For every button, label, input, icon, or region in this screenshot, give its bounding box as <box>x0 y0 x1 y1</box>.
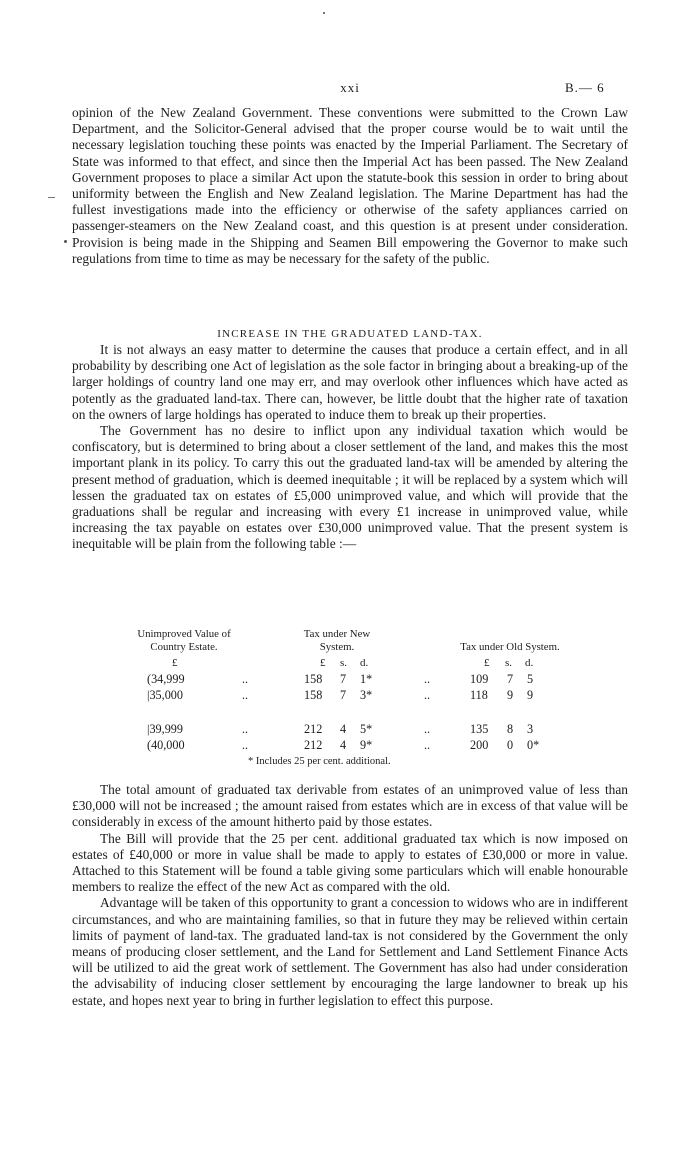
header-line: Tax under New <box>303 628 371 640</box>
old-pounds: 109 <box>470 672 489 686</box>
old-pence: 5 <box>527 672 534 686</box>
new-pounds: 212 <box>304 738 323 752</box>
paragraph: The Government has no desire to inflict upon any individual taxation which would be confiscatory, but is determined to bring about a closer settlement of the land, and makes this the most important plank in its policy. To carry this out the graduated land-tax will be amended by altering the present method of graduation, which is deemed inequitable ; it will be replaced by a system which will lessen the graduated tax on estates of £5,000 unimproved value, and which will provide that the graduations shall be regular and increasing with every £1 increase in unimproved value, while increasing the tax payable on estates over £30,000 unimproved value. That the present system is inequitable will be plain from the following table :— <box>72 423 628 552</box>
estate-value: 35,000 <box>149 688 183 702</box>
leader-dots: .. <box>242 722 249 736</box>
paragraph: It is not always an easy matter to determine the causes that produce a certain effect, and in all probability by describing one Act of legislation as the sole factor in bringing about a breaking-up of the larger holdings of country land one may err, and may overlook other influences which have acted as potently as the graduated land-tax. There can, however, be little doubt that the higher rate of taxation on the owners of large holdings has operated to induce them to break up their properties. <box>72 342 628 422</box>
leader-dots: .. <box>424 738 431 752</box>
new-pence: 5* <box>360 722 373 736</box>
new-shillings: 4 <box>340 738 347 752</box>
leader-dots: .. <box>242 688 249 702</box>
unit-pence: d. <box>360 657 369 669</box>
paragraph: The total amount of graduated tax derivable from estates of an unimproved value of less than £30,000 will not be increased ; the amount raised from estates which are in excess of that value will be considerably in excess of the amount hitherto paid by those estates. <box>72 782 628 830</box>
old-pounds: 135 <box>470 722 489 736</box>
scan-speck <box>323 12 325 14</box>
page-header <box>0 80 700 100</box>
estate-value: 39,999 <box>149 722 183 736</box>
new-shillings: 7 <box>340 672 347 686</box>
new-pence: 3* <box>360 688 373 702</box>
unit-pound: £ <box>484 657 490 669</box>
column-header-new-system <box>292 628 382 654</box>
paragraphs-after-table <box>72 782 628 1009</box>
header-line: Unimproved Value of <box>137 628 231 640</box>
old-pence: 3 <box>527 722 534 736</box>
estate-value-cell: |39,999 <box>147 722 183 736</box>
leader-dots: .. <box>242 738 249 752</box>
estate-value: 34,999 <box>151 672 185 686</box>
unit-pound: £ <box>320 657 326 669</box>
leader-dots: .. <box>424 722 431 736</box>
new-pence: 9* <box>360 738 373 752</box>
new-pounds: 158 <box>304 688 323 702</box>
estate-value: 40,000 <box>151 738 185 752</box>
old-pounds: 118 <box>470 688 488 702</box>
estate-value-cell: (34,999 <box>147 672 185 686</box>
old-shillings: 7 <box>507 672 514 686</box>
header-line: System. <box>319 641 355 653</box>
leader-dots: .. <box>424 672 431 686</box>
document-reference: B.— 6 <box>565 80 605 95</box>
column-header-value <box>118 628 250 654</box>
table-footnote: * Includes 25 per cent. additional. <box>248 756 391 767</box>
paragraph: Advantage will be taken of this opportunity to grant a concession to widows who are in indifferent circumstances, and who are maintaining families, so that in future they may be relieved within certain limits of payment of land-tax. The graduated land-tax is not considered by the Government the only means of producing closer settlement, and the Land for Settlement and Land Settlement Finance Acts will be utilized to aid the great work of settlement. The Government has also had under consideration the advisability of inducing closer settlement by encouraging the large landowner to break up his estate, and hopes next year to bring in further legislation to effect this purpose. <box>72 895 628 1008</box>
old-shillings: 9 <box>507 688 514 702</box>
column-header-old-system: Tax under Old System. <box>460 641 560 653</box>
new-pence: 1* <box>360 672 373 686</box>
leader-dots: .. <box>242 672 249 686</box>
new-pounds: 158 <box>304 672 323 686</box>
new-pounds: 212 <box>304 722 323 736</box>
unit-shillings: s. <box>340 657 348 669</box>
paragraphs-before-table <box>72 342 628 553</box>
unit-pence: d. <box>525 657 534 669</box>
leader-dots: .. <box>424 688 431 702</box>
header-line: Country Estate. <box>150 641 218 653</box>
margin-mark <box>48 197 55 198</box>
old-shillings: 0 <box>507 738 514 752</box>
page-number: xxi <box>340 80 360 95</box>
old-pence: 9 <box>527 688 534 702</box>
old-pounds: 200 <box>470 738 489 752</box>
paragraph: opinion of the New Zealand Government. These conventions were submitted to the Crown Law Department, and the Solicitor-General advised that the proper course would be to wait until the necessary legislation touching these points was enacted by the Imperial Parliament. The Secretary of State was informed to that effect, and since then the Imperial Act has been passed. The New Zealand Government proposes to place a similar Act upon the statute-book this session in order to bring about uniformity between the English and New Zealand legislation. The Marine Department has had the fullest investigations made into the efficiency or otherwise of the safety appliances carried on passenger-steamers on the New Zealand coast, and this question is at present under consideration. Provision is being made in the Shipping and Seamen Bill empowering the Governor to make such regulations from time to time as may be necessary for the safety of the public. <box>72 105 628 266</box>
estate-value-cell: (40,000 <box>147 738 185 752</box>
old-shillings: 8 <box>507 722 514 736</box>
new-shillings: 4 <box>340 722 347 736</box>
section-heading: INCREASE IN THE GRADUATED LAND-TAX. <box>217 328 483 340</box>
old-pence: 0* <box>527 738 540 752</box>
intro-paragraph-block <box>72 105 628 267</box>
new-shillings: 7 <box>340 688 347 702</box>
unit-shillings: s. <box>505 657 513 669</box>
unit-pound: £ <box>172 657 178 669</box>
paragraph: The Bill will provide that the 25 per cent. additional graduated tax which is now imposed on estates of £40,000 or more in value shall be made to apply to estates of £30,000 or more in value. Attached to this Statement will be found a table giving some particulars which will enable honourable members to realize the effect of the new Act as compared with the old. <box>72 830 628 895</box>
estate-value-cell: |35,000 <box>147 688 183 702</box>
margin-dot <box>64 240 67 243</box>
